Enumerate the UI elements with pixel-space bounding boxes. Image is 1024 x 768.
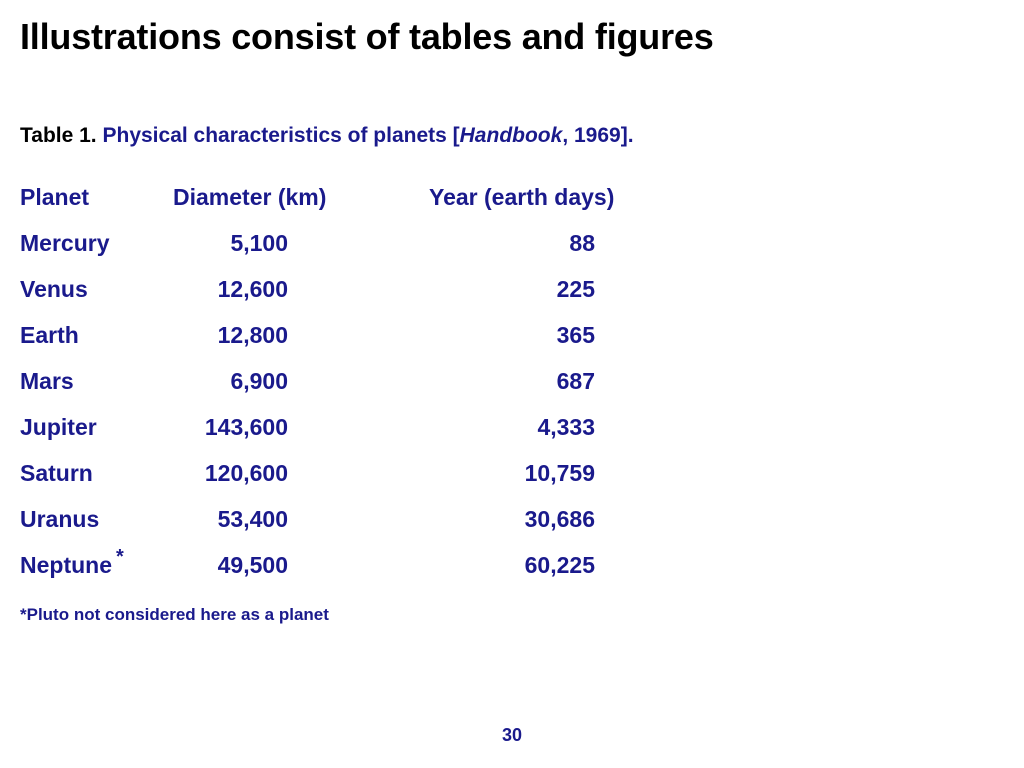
caption-label: Table 1.	[20, 124, 97, 147]
caption-text-after: , 1969].	[562, 124, 634, 147]
caption-italic-source: Handbook	[459, 124, 563, 147]
diameter-cell: 143,600	[204, 414, 288, 440]
slide-title: Illustrations consist of tables and figures	[20, 16, 714, 57]
planet-name: Mercury	[20, 230, 110, 256]
planet-name: Venus	[20, 276, 88, 302]
year-cell: 88	[569, 230, 595, 256]
year-cell: 10,759	[524, 460, 595, 486]
year-cell: 30,686	[524, 506, 595, 532]
diameter-cell: 12,600	[217, 276, 288, 302]
planet-name: Neptune	[20, 552, 112, 578]
header-planet: Planet	[20, 184, 90, 210]
year-cell: 225	[556, 276, 595, 302]
planet-name: Uranus	[20, 506, 100, 532]
year-cell: 365	[556, 322, 595, 348]
caption-text-before: Physical characteristics of planets [	[102, 124, 460, 147]
table-caption	[20, 124, 634, 148]
footnote: *Pluto not considered here as a planet	[20, 605, 329, 624]
diameter-cell: 5,100	[230, 230, 288, 256]
header-year: Year (earth days)	[429, 184, 615, 210]
diameter-cell: 6,900	[230, 368, 288, 394]
year-cell: 4,333	[537, 414, 595, 440]
diameter-cell: 12,800	[217, 322, 288, 348]
planet-name: Jupiter	[20, 414, 97, 440]
diameter-cell: 120,600	[204, 460, 288, 486]
page-number: 30	[501, 725, 523, 745]
year-cell: 687	[556, 368, 595, 394]
diameter-cell: 53,400	[217, 506, 288, 532]
year-cell: 60,225	[524, 552, 595, 578]
footnote-marker: *	[116, 546, 124, 568]
header-diameter: Diameter (km)	[173, 184, 327, 210]
planet-name: Saturn	[20, 460, 93, 486]
diameter-cell: 49,500	[217, 552, 288, 578]
planet-name: Mars	[20, 368, 74, 394]
planet-name: Earth	[20, 322, 79, 348]
